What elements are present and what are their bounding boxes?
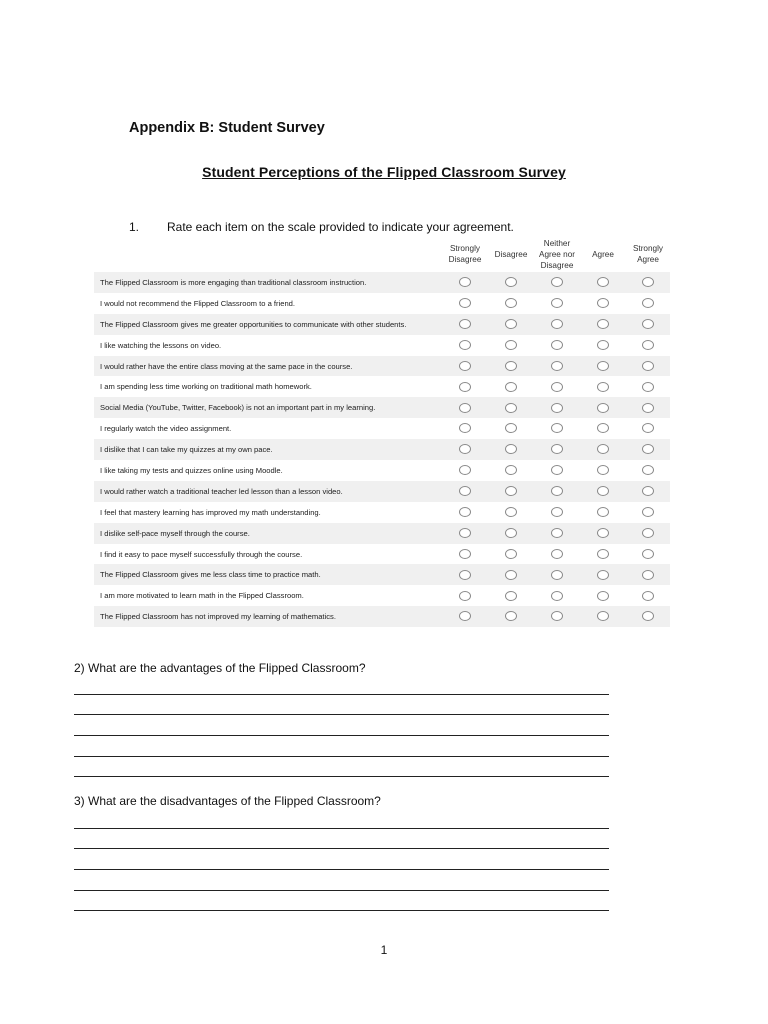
radio-cell-neutral [534,585,580,606]
radio-cell-neutral [534,523,580,544]
radio-cell-strongly-disagree [442,376,488,397]
radio-cell-disagree [488,523,534,544]
radio-cell-strongly-disagree [442,585,488,606]
radio-strongly-disagree[interactable] [459,507,471,517]
scale-header-neutral: Neither Agree nor Disagree [539,238,575,270]
radio-cell-strongly-disagree [442,523,488,544]
radio-strongly-agree[interactable] [642,298,654,308]
answer-line[interactable] [74,890,609,891]
radio-disagree[interactable] [505,549,517,559]
survey-title: Student Perceptions of the Flipped Classroom Survey [202,164,566,180]
survey-item-text: The Flipped Classroom gives me less class time to practice math. [94,564,442,585]
table-row [94,564,670,585]
radio-strongly-disagree[interactable] [459,570,471,580]
radio-neutral[interactable] [551,528,563,538]
radio-cell-disagree [488,314,534,335]
survey-items [94,272,670,627]
radio-neutral[interactable] [551,382,563,392]
radio-agree[interactable] [597,465,609,475]
answer-line[interactable] [74,828,609,829]
radio-cell-agree [580,606,626,627]
radio-cell-strongly-disagree [442,502,488,523]
radio-agree[interactable] [597,277,609,287]
scale-header-strongly-agree: Strongly Agree [632,244,664,264]
radio-agree[interactable] [597,444,609,454]
radio-neutral[interactable] [551,361,563,371]
survey-item-text: I dislike that I can take my quizzes at my own pace. [94,439,442,460]
radio-cell-strongly-agree [626,272,670,293]
radio-disagree[interactable] [505,361,517,371]
scale-header-agree: Agree [592,249,614,259]
radio-cell-agree [580,523,626,544]
radio-strongly-agree[interactable] [642,570,654,580]
radio-cell-neutral [534,376,580,397]
radio-cell-strongly-disagree [442,314,488,335]
radio-disagree[interactable] [505,591,517,601]
radio-cell-agree [580,460,626,481]
radio-cell-strongly-disagree [442,460,488,481]
radio-cell-strongly-disagree [442,397,488,418]
radio-neutral[interactable] [551,486,563,496]
radio-cell-disagree [488,335,534,356]
table-row [94,335,670,356]
radio-cell-neutral [534,356,580,377]
radio-disagree[interactable] [505,277,517,287]
radio-cell-agree [580,481,626,502]
radio-cell-neutral [534,502,580,523]
radio-strongly-agree[interactable] [642,403,654,413]
instruction-number: 1. [129,220,140,234]
radio-cell-strongly-disagree [442,544,488,565]
radio-cell-strongly-agree [626,502,670,523]
radio-cell-strongly-agree [626,585,670,606]
radio-agree[interactable] [597,507,609,517]
radio-agree[interactable] [597,319,609,329]
radio-neutral[interactable] [551,298,563,308]
radio-cell-disagree [488,418,534,439]
radio-cell-agree [580,544,626,565]
radio-disagree[interactable] [505,340,517,350]
radio-cell-agree [580,564,626,585]
table-row [94,356,670,377]
question-advantages: 2) What are the advantages of the Flipped Classroom? [74,661,366,675]
radio-cell-strongly-disagree [442,356,488,377]
radio-cell-agree [580,439,626,460]
radio-cell-neutral [534,439,580,460]
radio-strongly-disagree[interactable] [459,486,471,496]
radio-cell-strongly-agree [626,481,670,502]
radio-cell-strongly-agree [626,293,670,314]
radio-cell-disagree [488,293,534,314]
survey-item-text: I like taking my tests and quizzes online using Moodle. [100,465,283,475]
radio-cell-neutral [534,481,580,502]
radio-cell-disagree [488,585,534,606]
radio-strongly-agree[interactable] [642,361,654,371]
radio-cell-strongly-disagree [442,481,488,502]
radio-cell-strongly-disagree [442,418,488,439]
answer-line[interactable] [74,714,609,715]
radio-cell-disagree [488,481,534,502]
table-row [94,460,670,481]
radio-cell-neutral [534,564,580,585]
radio-disagree[interactable] [505,570,517,580]
radio-cell-strongly-agree [626,335,670,356]
radio-strongly-agree[interactable] [642,591,654,601]
radio-cell-strongly-disagree [442,335,488,356]
survey-item-text: The Flipped Classroom has not improved my learning of mathematics. [94,606,442,627]
radio-cell-agree [580,418,626,439]
radio-strongly-disagree[interactable] [459,423,471,433]
radio-disagree[interactable] [505,611,517,621]
answer-line[interactable] [74,848,609,849]
radio-strongly-agree[interactable] [642,444,654,454]
table-row [94,418,670,439]
radio-strongly-agree[interactable] [642,528,654,538]
radio-cell-disagree [488,439,534,460]
radio-cell-strongly-agree [626,564,670,585]
radio-cell-disagree [488,564,534,585]
radio-strongly-disagree[interactable] [459,591,471,601]
radio-disagree[interactable] [505,528,517,538]
radio-disagree[interactable] [505,382,517,392]
radio-cell-strongly-agree [626,376,670,397]
radio-strongly-disagree[interactable] [459,465,471,475]
radio-neutral[interactable] [551,465,563,475]
table-row [94,481,670,502]
radio-neutral[interactable] [551,570,563,580]
table-row [94,439,670,460]
survey-item-text: I would rather have the entire class moving at the same pace in the course. [94,356,442,377]
radio-cell-disagree [488,356,534,377]
table-row [94,272,670,293]
radio-cell-disagree [488,502,534,523]
survey-item-text: I would rather watch a traditional teacher led lesson than a lesson video. [94,481,442,502]
radio-strongly-agree[interactable] [642,465,654,475]
radio-cell-strongly-disagree [442,606,488,627]
radio-agree[interactable] [597,340,609,350]
question-disadvantages: 3) What are the disadvantages of the Flipped Classroom? [74,794,381,808]
scale-header-disagree: Disagree [494,249,528,259]
radio-strongly-disagree[interactable] [459,382,471,392]
radio-disagree[interactable] [505,423,517,433]
radio-disagree[interactable] [505,465,517,475]
radio-cell-agree [580,585,626,606]
radio-disagree[interactable] [505,298,517,308]
radio-agree[interactable] [597,528,609,538]
radio-cell-strongly-agree [626,397,670,418]
survey-item-text: The Flipped Classroom is more engaging than traditional classroom instruction. [94,272,442,293]
survey-item-text: I feel that mastery learning has improved my math understanding. [100,507,321,517]
radio-cell-strongly-agree [626,544,670,565]
survey-item-text: I find it easy to pace myself successfully through the course. [100,549,303,559]
radio-cell-disagree [488,544,534,565]
radio-cell-agree [580,293,626,314]
answer-line[interactable] [74,776,609,777]
radio-disagree[interactable] [505,319,517,329]
radio-cell-agree [580,397,626,418]
answer-line[interactable] [74,756,609,757]
radio-strongly-disagree[interactable] [459,549,471,559]
survey-item-text: I regularly watch the video assignment. [100,424,232,434]
radio-agree[interactable] [597,298,609,308]
radio-agree[interactable] [597,361,609,371]
radio-strongly-agree[interactable] [642,486,654,496]
radio-agree[interactable] [597,611,609,621]
radio-strongly-disagree[interactable] [459,611,471,621]
radio-neutral[interactable] [551,591,563,601]
radio-cell-neutral [534,272,580,293]
radio-cell-disagree [488,606,534,627]
radio-strongly-disagree[interactable] [459,528,471,538]
appendix-heading: Appendix B: Student Survey [129,120,325,136]
radio-neutral[interactable] [551,611,563,621]
radio-cell-agree [580,335,626,356]
radio-disagree[interactable] [505,403,517,413]
radio-cell-strongly-disagree [442,439,488,460]
answer-line[interactable] [74,694,609,695]
radio-disagree[interactable] [505,444,517,454]
radio-disagree[interactable] [505,486,517,496]
radio-agree[interactable] [597,570,609,580]
radio-cell-agree [580,376,626,397]
radio-disagree[interactable] [505,507,517,517]
radio-cell-disagree [488,376,534,397]
page-number: 1 [380,943,388,957]
radio-strongly-agree[interactable] [642,382,654,392]
radio-cell-neutral [534,314,580,335]
radio-cell-strongly-agree [626,314,670,335]
radio-cell-strongly-disagree [442,272,488,293]
radio-strongly-disagree[interactable] [459,298,471,308]
radio-strongly-disagree[interactable] [459,403,471,413]
radio-strongly-agree[interactable] [642,549,654,559]
radio-strongly-agree[interactable] [642,340,654,350]
radio-agree[interactable] [597,382,609,392]
radio-neutral[interactable] [551,507,563,517]
radio-strongly-disagree[interactable] [459,277,471,287]
radio-cell-strongly-disagree [442,564,488,585]
survey-item-text: I dislike self-pace myself through the course. [94,523,442,544]
radio-neutral[interactable] [551,277,563,287]
survey-item-text: I am spending less time working on traditional math homework. [100,382,312,392]
radio-cell-disagree [488,272,534,293]
radio-cell-strongly-agree [626,460,670,481]
radio-agree[interactable] [597,591,609,601]
radio-cell-agree [580,314,626,335]
radio-cell-neutral [534,460,580,481]
radio-strongly-agree[interactable] [642,277,654,287]
rating-scale-table [94,236,670,627]
radio-agree[interactable] [597,486,609,496]
radio-cell-strongly-agree [626,418,670,439]
instruction-text: Rate each item on the scale provided to indicate your agreement. [167,220,514,234]
scale-header-strongly-disagree: Strongly Disagree [448,244,482,264]
radio-neutral[interactable] [551,403,563,413]
radio-cell-neutral [534,335,580,356]
radio-cell-strongly-agree [626,356,670,377]
item-header-blank [94,236,442,272]
radio-neutral[interactable] [551,423,563,433]
radio-strongly-agree[interactable] [642,611,654,621]
survey-item-text: The Flipped Classroom gives me greater opportunities to communicate with other students. [94,314,442,335]
radio-cell-neutral [534,293,580,314]
radio-strongly-disagree[interactable] [459,319,471,329]
survey-item-text: I would not recommend the Flipped Classroom to a friend. [100,298,296,308]
table-row [94,544,670,565]
survey-item-text: I like watching the lessons on video. [100,340,222,350]
radio-cell-strongly-agree [626,439,670,460]
radio-cell-strongly-agree [626,606,670,627]
table-row [94,606,670,627]
radio-cell-strongly-disagree [442,293,488,314]
radio-cell-neutral [534,606,580,627]
radio-agree[interactable] [597,403,609,413]
radio-cell-neutral [534,397,580,418]
radio-strongly-agree[interactable] [642,319,654,329]
radio-strongly-agree[interactable] [642,507,654,517]
table-row [94,523,670,544]
radio-cell-agree [580,356,626,377]
answer-line[interactable] [74,869,609,870]
radio-neutral[interactable] [551,319,563,329]
radio-cell-agree [580,272,626,293]
table-row [94,376,670,397]
radio-strongly-disagree[interactable] [459,361,471,371]
table-row [94,314,670,335]
radio-cell-disagree [488,460,534,481]
radio-agree[interactable] [597,423,609,433]
survey-item-text: Social Media (YouTube, Twitter, Facebook) is not an important part in my learning. [94,397,442,418]
radio-agree[interactable] [597,549,609,559]
radio-cell-neutral [534,544,580,565]
radio-cell-neutral [534,418,580,439]
answer-line[interactable] [74,910,609,911]
radio-neutral[interactable] [551,444,563,454]
radio-cell-strongly-agree [626,523,670,544]
radio-neutral[interactable] [551,549,563,559]
table-row [94,502,670,523]
radio-strongly-disagree[interactable] [459,340,471,350]
table-row [94,585,670,606]
radio-strongly-disagree[interactable] [459,444,471,454]
table-row [94,397,670,418]
radio-cell-disagree [488,397,534,418]
answer-line[interactable] [74,735,609,736]
table-row [94,293,670,314]
radio-neutral[interactable] [551,340,563,350]
survey-item-text: I am more motivated to learn math in the Flipped Classroom. [100,591,304,601]
radio-cell-agree [580,502,626,523]
radio-strongly-agree[interactable] [642,423,654,433]
scale-header-row [94,236,670,272]
